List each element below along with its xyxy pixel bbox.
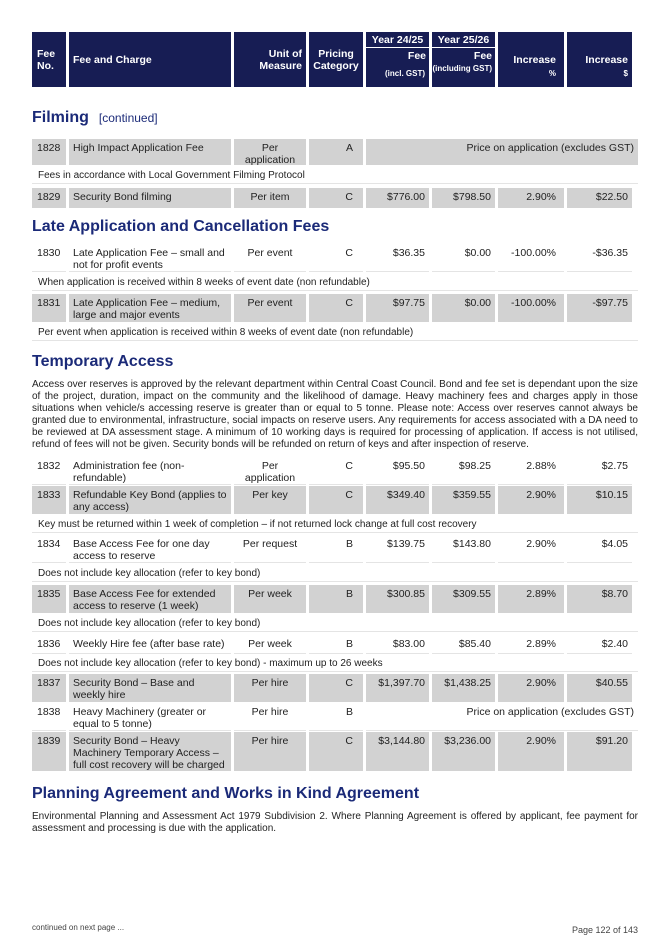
fee-year2: $359.55	[432, 486, 495, 514]
row-note: Key must be returned within 1 week of completion – if not returned lock change at full cost recovery	[32, 515, 638, 533]
section-title-filming	[32, 109, 158, 127]
fee-year2: $143.80	[432, 535, 495, 563]
fee-name: High Impact Application Fee	[69, 139, 231, 165]
unit-of-measure: Per hire	[234, 703, 306, 731]
header-pricing-label: Pricing Category	[313, 47, 359, 72]
increase-percent: 2.90%	[498, 732, 564, 771]
fee-year1: $1,397.70	[366, 674, 429, 702]
increase-dollar: $91.20	[567, 732, 632, 771]
fee-no: 1838	[32, 703, 66, 731]
fee-name: Administration fee (non-refundable)	[69, 457, 231, 485]
increase-dollar: $10.15	[567, 486, 632, 514]
fee-no: 1835	[32, 585, 66, 613]
row-note: Does not include key allocation (refer to key bond)	[32, 564, 638, 582]
filming-title: Filming	[32, 109, 89, 126]
pricing-category: C	[309, 244, 363, 272]
table-row	[32, 294, 638, 322]
unit-of-measure: Per key	[234, 486, 306, 514]
pricing-category: C	[309, 188, 363, 208]
unit-of-measure: Per week	[234, 635, 306, 654]
table-row	[32, 635, 638, 654]
unit-of-measure: Per item	[234, 188, 306, 208]
fee-year2: $309.55	[432, 585, 495, 613]
pricing-category: C	[309, 732, 363, 771]
unit-of-measure: Per hire	[234, 674, 306, 702]
temporary-access-paragraph: Access over reserves is approved by the relevant department within Central Coast Council. Bond and fee set is dependant upon the size of the project, duration, impact on the community and the likelihood of damage. Heavy machinery fees and charges apply in those situations when vehicle/s accessing reserve is greater than or equal to 5 tonne. Please note: Access over reserves cannot always be granted due to environmental, infrastructure, social impacts on reserve users. Any requirements for access associated with a DA need to be reviewed at DA assessment stage. A minimum of 10 working days is required for processing of application. If access is not utilised, refund of fees will not be given. Security bonds will be refunded on return of keys and after inspection of reserve.	[32, 379, 638, 450]
fee-no: 1829	[32, 188, 66, 208]
fee-year1: $300.85	[366, 585, 429, 613]
fee-no: 1836	[32, 635, 66, 654]
fee-year2: $85.40	[432, 635, 495, 654]
table-header	[32, 32, 638, 87]
planning-agreement-paragraph: Environmental Planning and Assessment Act 1979 Subdivision 2. Where Planning Agreement is offered by applicant, fee payment for assessment and processing is due with the application.	[32, 811, 638, 834]
unit-of-measure: Per application	[234, 139, 306, 165]
table-row	[32, 703, 638, 731]
unit-of-measure: Per event	[234, 244, 306, 272]
header-increase-dollar	[567, 32, 632, 87]
table-row	[32, 486, 638, 514]
header-year1-sub: (incl. GST)	[385, 69, 425, 78]
pricing-category: A	[309, 139, 363, 165]
header-unit-of-measure	[234, 32, 306, 87]
fee-year2: $3,236.00	[432, 732, 495, 771]
unit-of-measure: Per request	[234, 535, 306, 563]
row-note: Fees in accordance with Local Government Filming Protocol	[32, 166, 638, 184]
page-number: Page 122 of 143	[571, 925, 638, 935]
table-row	[32, 457, 638, 485]
fee-no: 1830	[32, 244, 66, 272]
pricing-category: B	[309, 585, 363, 613]
increase-percent: 2.90%	[498, 535, 564, 563]
header-year2-fee: Fee	[473, 50, 492, 62]
fee-no: 1828	[32, 139, 66, 165]
fee-year1: $83.00	[366, 635, 429, 654]
header-increase2-label: Increase	[585, 53, 628, 66]
fee-name: Late Application Fee – small and not for profit events	[69, 244, 231, 272]
unit-of-measure: Per hire	[234, 732, 306, 771]
unit-of-measure: Per application	[234, 457, 306, 485]
table-row	[32, 188, 638, 208]
fee-name: Security Bond – Base and weekly hire	[69, 674, 231, 702]
pricing-category: B	[309, 635, 363, 654]
header-percent-symbol: %	[548, 69, 556, 78]
fee-name: Base Access Fee for extended access to reserve (1 week)	[69, 585, 231, 613]
fee-name: Base Access Fee for one day access to reserve	[69, 535, 231, 563]
header-year1-label: Year 24/25	[366, 32, 429, 48]
header-dollar-symbol: $	[623, 69, 628, 78]
header-fee-and-charge-label: Fee and Charge	[73, 53, 152, 66]
header-fee-and-charge	[69, 32, 231, 87]
fee-year1: $139.75	[366, 535, 429, 563]
table-row	[32, 732, 638, 771]
fee-year1: $3,144.80	[366, 732, 429, 771]
price-on-application: Price on application (excludes GST)	[366, 703, 638, 731]
increase-percent: 2.90%	[498, 674, 564, 702]
pricing-category: B	[309, 535, 363, 563]
increase-dollar: $2.40	[567, 635, 632, 654]
header-year2	[432, 32, 495, 87]
price-on-application: Price on application (excludes GST)	[366, 139, 638, 165]
fee-no: 1839	[32, 732, 66, 771]
fee-name: Security Bond filming	[69, 188, 231, 208]
continued-next-page: continued on next page ...	[32, 923, 125, 932]
pricing-category: C	[309, 294, 363, 322]
fee-year1: $349.40	[366, 486, 429, 514]
header-fee-no	[32, 32, 66, 87]
fee-year1: $95.50	[366, 457, 429, 485]
fee-year2: $798.50	[432, 188, 495, 208]
fee-year2: $0.00	[432, 294, 495, 322]
increase-dollar: $8.70	[567, 585, 632, 613]
increase-percent: 2.90%	[498, 486, 564, 514]
fee-name: Heavy Machinery (greater or equal to 5 tonne)	[69, 703, 231, 731]
fee-no: 1831	[32, 294, 66, 322]
table-row	[32, 535, 638, 563]
row-note: When application is received within 8 weeks of event date (non refundable)	[32, 273, 638, 291]
header-year2-sub: (including GST)	[432, 64, 492, 73]
increase-dollar: $2.75	[567, 457, 632, 485]
header-fee-no-label: Fee No.	[37, 47, 56, 72]
increase-percent: 2.89%	[498, 635, 564, 654]
fee-year1: $776.00	[366, 188, 429, 208]
pricing-category: C	[309, 486, 363, 514]
increase-dollar: -$36.35	[567, 244, 632, 272]
continued-label: [continued]	[98, 111, 158, 125]
section-title-planning-agreement: Planning Agreement and Works in Kind Agreement	[32, 785, 420, 802]
fee-name: Weekly Hire fee (after base rate)	[69, 635, 231, 654]
increase-percent: -100.00%	[498, 244, 564, 272]
fee-name: Late Application Fee – medium, large and major events	[69, 294, 231, 322]
row-note: Does not include key allocation (refer to key bond)	[32, 614, 638, 632]
table-row	[32, 585, 638, 613]
header-increase-label: Increase	[513, 53, 556, 66]
increase-dollar: $22.50	[567, 188, 632, 208]
section-title-temporary-access: Temporary Access	[32, 353, 174, 370]
fee-year1: $36.35	[366, 244, 429, 272]
fee-year1: $97.75	[366, 294, 429, 322]
header-unit-label: Unit of Measure	[259, 47, 302, 72]
increase-percent: -100.00%	[498, 294, 564, 322]
fee-year2: $98.25	[432, 457, 495, 485]
header-year2-label: Year 25/26	[432, 32, 495, 48]
table-row	[32, 244, 638, 272]
increase-dollar: -$97.75	[567, 294, 632, 322]
row-note: Does not include key allocation (refer to key bond) - maximum up to 26 weeks	[32, 654, 638, 672]
header-year1-fee: Fee	[407, 50, 426, 62]
pricing-category: C	[309, 457, 363, 485]
fee-year2: $0.00	[432, 244, 495, 272]
pricing-category: B	[309, 703, 363, 731]
fee-year2: $1,438.25	[432, 674, 495, 702]
pricing-category: C	[309, 674, 363, 702]
fee-no: 1832	[32, 457, 66, 485]
fee-no: 1837	[32, 674, 66, 702]
fee-no: 1833	[32, 486, 66, 514]
increase-percent: 2.90%	[498, 188, 564, 208]
increase-percent: 2.89%	[498, 585, 564, 613]
fee-name: Refundable Key Bond (applies to any access)	[69, 486, 231, 514]
header-year1	[366, 32, 429, 87]
fee-name: Security Bond – Heavy Machinery Temporary Access – full cost recovery will be charged	[69, 732, 231, 771]
header-increase-pct	[498, 32, 564, 87]
increase-dollar: $4.05	[567, 535, 632, 563]
increase-dollar: $40.55	[567, 674, 632, 702]
header-pricing-category	[309, 32, 363, 87]
increase-percent: 2.88%	[498, 457, 564, 485]
table-row	[32, 139, 638, 165]
unit-of-measure: Per event	[234, 294, 306, 322]
row-note: Per event when application is received within 8 weeks of event date (non refundable)	[32, 323, 638, 341]
section-title-late-application: Late Application and Cancellation Fees	[32, 218, 330, 235]
unit-of-measure: Per week	[234, 585, 306, 613]
fee-no: 1834	[32, 535, 66, 563]
table-row	[32, 674, 638, 702]
